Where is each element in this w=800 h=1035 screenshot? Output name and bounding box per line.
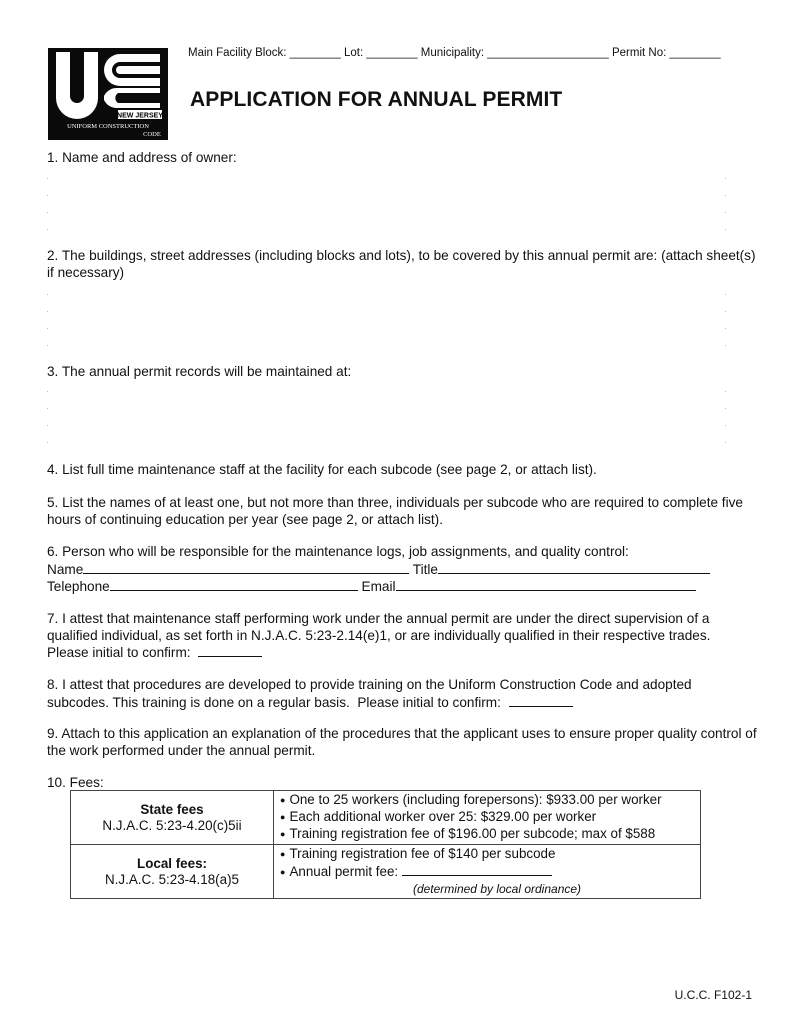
- owner-entry-area[interactable]: [47, 170, 727, 240]
- local-fees-items-cell: [274, 845, 701, 899]
- local-fees-title: Local fees:: [137, 855, 207, 871]
- state-fee-item: ● Each additional worker over 25: $329.00 per worker: [280, 809, 694, 826]
- question-6: [47, 544, 757, 596]
- question-6-text: 6. Person who will be responsible for the maintenance logs, job assignments, and quality control:: [47, 544, 629, 559]
- question-7-confirm-label: Please initial to confirm:: [47, 645, 191, 660]
- block-label: Main Facility Block:: [188, 47, 287, 59]
- question-8-initial-field[interactable]: [509, 694, 573, 707]
- svg-text:UNIFORM CONSTRUCTION: UNIFORM CONSTRUCTION: [67, 123, 149, 130]
- block-field[interactable]: ________: [289, 47, 341, 59]
- question-8-confirm-label: Please initial to confirm:: [357, 694, 501, 710]
- question-7-initial-field[interactable]: [198, 644, 262, 657]
- name-field[interactable]: [83, 561, 409, 574]
- svg-text:NEW JERSEY: NEW JERSEY: [117, 112, 163, 120]
- permit-no-field[interactable]: ________: [669, 47, 721, 59]
- form-id: U.C.C. F102-1: [674, 988, 752, 1002]
- state-fee-item: ● Training registration fee of $196.00 per subcode; max of $588: [280, 826, 694, 843]
- title-label: Title: [412, 561, 438, 577]
- fees-table: [70, 790, 701, 899]
- question-1: 1. Name and address of owner:: [47, 150, 237, 165]
- question-4: 4. List full time maintenance staff at the facility for each subcode (see page 2, or attach list).: [47, 462, 597, 477]
- state-fees-row: [71, 791, 701, 845]
- state-fee-item: ● One to 25 workers (including forepersons): $933.00 per worker: [280, 792, 694, 809]
- margin-dots: [725, 178, 727, 246]
- municipality-label: Municipality:: [420, 47, 485, 59]
- email-field[interactable]: [396, 578, 696, 591]
- permit-no-label: Permit No:: [611, 47, 667, 59]
- local-fees-row: [71, 845, 701, 899]
- local-fee-note: (determined by local ordinance): [412, 882, 582, 896]
- telephone-label: Telephone: [47, 579, 110, 594]
- annual-permit-fee-field[interactable]: [402, 863, 552, 876]
- state-fees-label-cell: [71, 791, 274, 845]
- email-label: Email: [361, 579, 396, 594]
- question-8: [47, 677, 757, 711]
- lot-label: Lot:: [344, 47, 364, 59]
- ucc-logo: [48, 48, 168, 140]
- margin-dots: [725, 294, 727, 362]
- margin-dots: [47, 391, 49, 459]
- buildings-entry-area[interactable]: [47, 288, 727, 358]
- margin-dots: [47, 178, 49, 246]
- question-9: 9. Attach to this application an explanation of the procedures that the applicant uses to ensure proper quality control of the work performed under the annual permit.: [47, 726, 757, 758]
- question-8-text: 8. I attest that procedures are developed to provide training on the Uniform Construction Code and adopted subcodes. This training is done on a regular basis.: [47, 677, 692, 710]
- margin-dots: [47, 294, 49, 362]
- title-field[interactable]: [438, 561, 710, 574]
- question-7: [47, 611, 757, 662]
- lot-field[interactable]: ________: [366, 47, 418, 59]
- state-fees-title: State fees: [140, 801, 204, 817]
- municipality-field[interactable]: ___________________: [487, 47, 609, 59]
- question-10: 10. Fees:: [47, 775, 104, 790]
- header-fields: [188, 47, 721, 59]
- margin-dots: [725, 391, 727, 459]
- question-2: 2. The buildings, street addresses (including blocks and lots), to be covered by this annual permit are: (attach sheet(s) if necessary): [47, 248, 756, 280]
- records-location-entry-area[interactable]: [47, 385, 727, 455]
- ucc-logo-icon: [48, 48, 168, 140]
- state-fees-items-cell: [274, 791, 701, 845]
- local-fees-label-cell: [71, 845, 274, 899]
- local-fee-item: ● Annual permit fee:: [280, 864, 398, 879]
- page-title: APPLICATION FOR ANNUAL PERMIT: [190, 88, 563, 111]
- local-fee-item: ● Training registration fee of $140 per subcode: [280, 846, 694, 863]
- name-label: Name: [47, 561, 84, 577]
- question-3: 3. The annual permit records will be maintained at:: [47, 364, 352, 379]
- local-fees-citation: N.J.A.C. 5:23-4.18(a)5: [105, 871, 239, 887]
- question-5: 5. List the names of at least one, but not more than three, individuals per subcode who are required to complete five hours of continuing education per year (see page 2, or attach list).: [47, 495, 743, 527]
- state-fees-citation: N.J.A.C. 5:23-4.20(c)5ii: [102, 817, 242, 833]
- svg-text:CODE: CODE: [143, 131, 161, 138]
- question-7-text: 7. I attest that maintenance staff performing work under the annual permit are under the direct supervision of a qualified individual, as set forth in N.J.A.C. 5:23-2.14(e)1, or are individually qualified in their respective trades.: [47, 611, 711, 643]
- telephone-field[interactable]: [110, 578, 358, 591]
